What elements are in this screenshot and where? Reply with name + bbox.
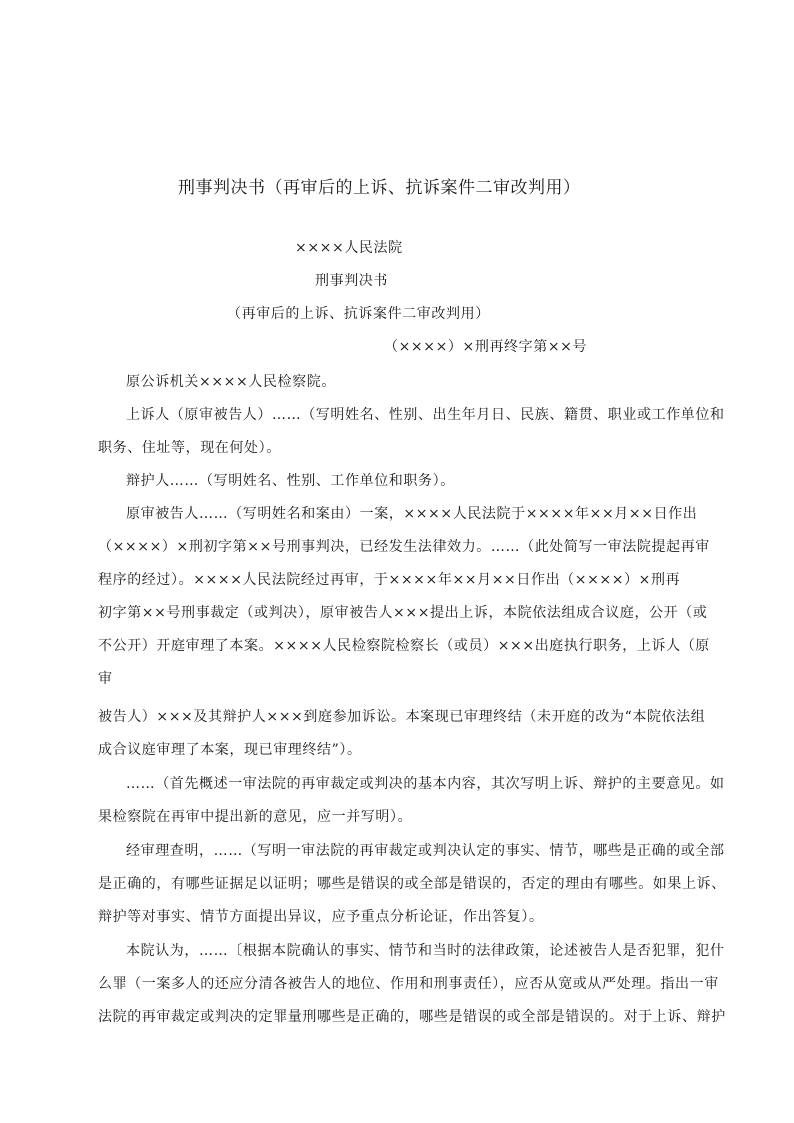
paragraph-line: 被告人）×××及其辩护人×××到庭参加诉讼。本案现已审理终结（未开庭的改为“本院依法组 xyxy=(98,709,706,725)
paragraph-line: ……（首先概述一审法院的再审裁定或判决的基本内容，其次写明上诉、辩护的主要意见。如 xyxy=(126,776,725,792)
paragraph-line: 辩护等对事实、情节方面提出异议，应予重点分析论证，作出答复）。 xyxy=(98,909,544,925)
paragraph-line: 上诉人（原审被告人）……（写明姓名、性别、出生年月日、民族、籍贯、职业或工作单位和 xyxy=(126,407,725,423)
paragraph-line: 不公开）开庭审理了本案。××××人民检察院检察长（或员）×××出庭执行职务，上诉人（原 xyxy=(98,638,710,654)
paragraph-line: 是正确的，有哪些证据足以证明；哪些是错误的或全部是错误的，否定的理由有哪些。如果上诉、 xyxy=(98,876,726,892)
court-name: ××××人民法院 xyxy=(295,240,403,256)
document-type: 刑事判决书 xyxy=(315,273,388,289)
paragraph-line: 法院的再审裁定或判决的定罪量刑哪些是正确的，哪些是错误的或全部是错误的。对于上诉、辩护 xyxy=(98,1009,726,1025)
paragraph-line: 辩护人……（写明姓名、性别、工作单位和职务）。 xyxy=(126,473,455,489)
paragraph-line: 成合议庭审理了本案，现已审理终结”）。 xyxy=(98,742,362,758)
paragraph-line: 么罪（一案多人的还应分清各被告人的地位、作用和刑事责任），应否从宽或从严处理。指出一审 xyxy=(98,976,719,992)
paragraph-line: （××××）×刑初字第××号刑事判决，已经发生法律效力。……（此处简写一审法院提起再审 xyxy=(98,539,710,555)
document-title: 刑事判决书（再审后的上诉、抗诉案件二审改判用） xyxy=(178,178,581,198)
paragraph-line: 本院认为，……〔根据本院确认的事实、情节和当时的法律政策，论述被告人是否犯罪，犯什 xyxy=(126,943,725,959)
paragraph-line: 程序的经过）。××××人民法院经过再审，于××××年××月××日作出（××××）×刑再 xyxy=(98,572,681,588)
case-number: （××××）×刑再终字第××号 xyxy=(384,339,588,355)
paragraph-line: 初字第××号刑事裁定（或判决），原审被告人×××提出上诉，本院依法组成合议庭，公开（或 xyxy=(98,605,708,621)
paragraph-line: 原公诉机关××××人民检察院。 xyxy=(126,374,336,390)
paragraph-line: 果检察院在再审中提出新的意见，应一并写明）。 xyxy=(98,809,413,825)
document-subtitle: （再审后的上诉、抗诉案件二审改判用） xyxy=(227,306,490,322)
paragraph-line: 职务、住址等，现在何处）。 xyxy=(98,440,281,456)
paragraph-line: 经审理查明，……（写明一审法院的再审裁定或判决认定的事实、情节，哪些是正确的或全部 xyxy=(126,843,725,859)
paragraph-line: 审 xyxy=(98,671,113,687)
paragraph-line: 原审被告人……（写明姓名和案由）一案，××××人民法院于××××年××月××日作出 xyxy=(126,506,698,522)
